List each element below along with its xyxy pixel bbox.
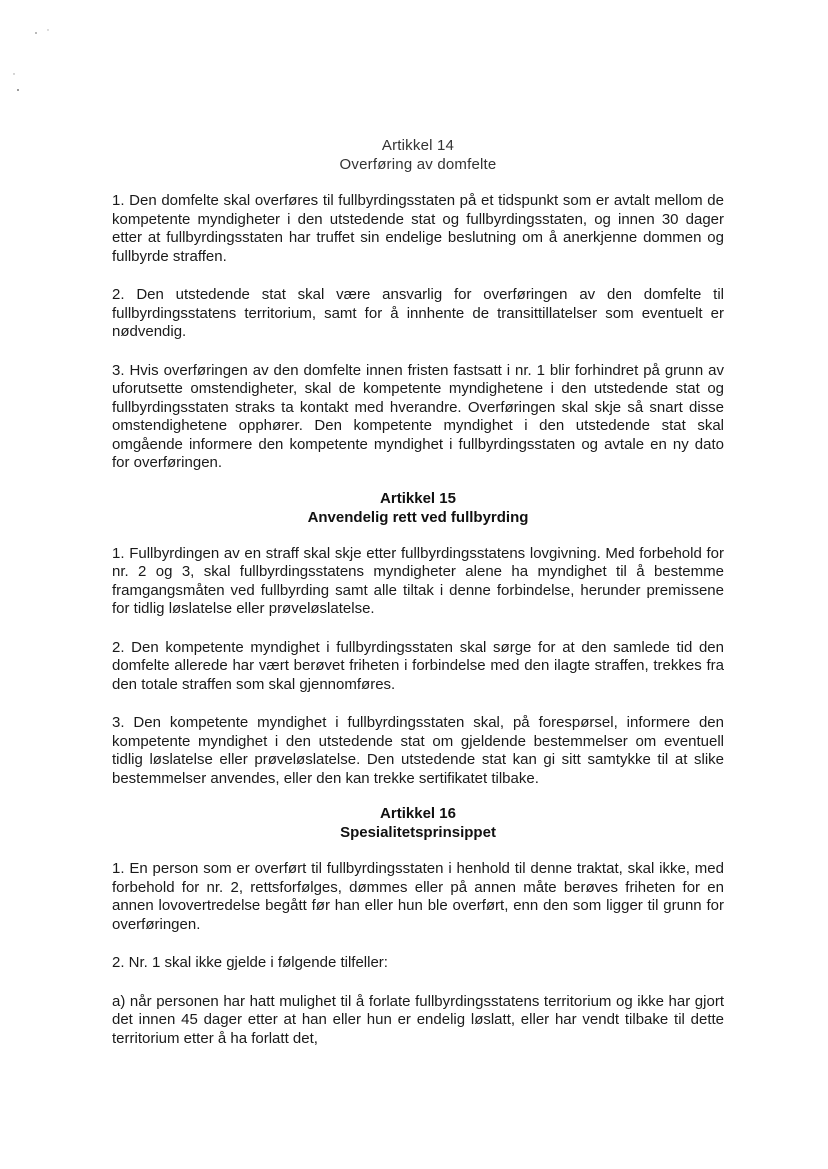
document-body: [112, 136, 724, 1068]
paragraph: 2. Den kompetente myndighet i fullbyrdingsstaten skal sørge for at den samlede tid den domfelte allerede har vært berøvet friheten i forbindelse med den ilagte straffen, trekkes fra den totale straffen som skal gjennomføres.: [112, 638, 724, 693]
paragraph: 3. Den kompetente myndighet i fullbyrdingsstaten skal, på forespørsel, informere den kompetente myndighet i den utstedende stat om gjeldende bestemmelser om eventuell tidlig løslatelse eller prøveløslatelse. Den utstedende stat kan gi sitt samtykke til at slike bestemmelser anvendes, eller den kan trekke sertifikatet tilbake.: [112, 714, 724, 787]
paragraph: 2. Den utstedende stat skal være ansvarlig for overføringen av den domfelte til fullbyrdingsstatens territorium, samt for å innhente de transittillatelser som eventuelt er nødvendig.: [112, 286, 724, 340]
article-number: Artikkel 16: [380, 805, 456, 822]
article-number: Artikkel 15: [380, 489, 456, 507]
article-14-heading: [112, 136, 724, 174]
scan-specks: [8, 20, 68, 110]
paragraph: 2. Nr. 1 skal ikke gjelde i følgende tilfeller:: [112, 954, 388, 971]
paragraph: 1. Fullbyrdingen av en straff skal skje etter fullbyrdingsstatens lovgivning. Med forbehold for nr. 2 og 3, skal fullbyrdingsstatens myndigheter alene ha myndighet til å bestemme framgangsmåten ved fullbyrding samt alle tiltak i denne forbindelse, herunder premissene for tidlig løslatelse eller prøveløslatelse.: [112, 544, 724, 617]
paragraph: 1. Den domfelte skal overføres til fullbyrdingsstaten på et tidspunkt som er avtalt mellom de kompetente myndigheter i den utstedende stat og fullbyrdingsstaten, og innen 30 dager etter at fullbyrdingsstaten har truffet sin endelige beslutning om å anerkjenne dommen og fullbyrde straffen.: [112, 192, 724, 265]
paragraph: a) når personen har hatt mulighet til å forlate fullbyrdingsstatens territorium og ikke har gjort det innen 45 dager etter at han eller hun er endelig løslatt, eller har vendt tilbake til dette territorium etter å ha forlatt det,: [112, 992, 724, 1047]
article-15-heading: [112, 489, 724, 527]
article-16-heading: [112, 804, 724, 842]
paragraph: 1. En person som er overført til fullbyrdingsstaten i henhold til denne traktat, skal ikke, med forbehold for nr. 2, rettsforfølges, dømmes eller på annen måte berøves friheten for en annen lovovertredelse begått før han eller hun ble overført, enn den som ligger til grunn for overføringen.: [112, 860, 724, 933]
article-title: Anvendelig rett ved fullbyrding: [307, 508, 529, 526]
article-title: Spesialitetsprinsippet: [340, 824, 496, 841]
paragraph: 3. Hvis overføringen av den domfelte innen fristen fastsatt i nr. 1 blir forhindret på grunn av uforutsette omstendigheter, skal de kompetente myndighetene i den utstedende stat og fullbyrdingsstaten straks ta kontakt med hverandre. Overføringen skal skje så snart disse omstendighetene opphører. Den kompetente myndighet i den utstedende stat skal omgående informere den kompetente myndighet i fullbyrdingsstaten og avtale en ny dato for overføringen.: [112, 361, 724, 471]
article-number: Artikkel 14: [381, 137, 455, 154]
article-title: Overføring av domfelte: [339, 156, 497, 173]
